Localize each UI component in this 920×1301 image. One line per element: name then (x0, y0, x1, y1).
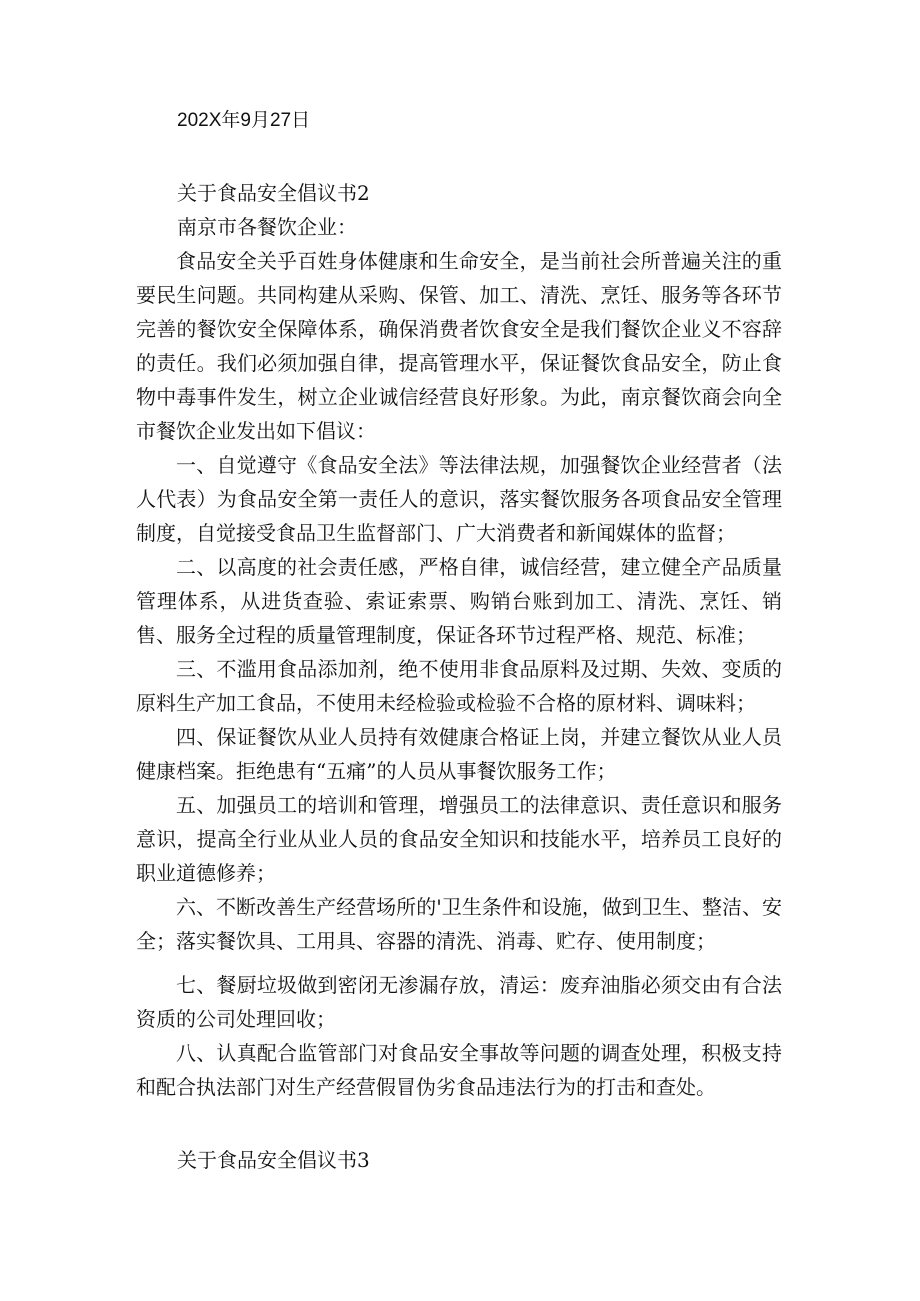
document-date: 202X年9月27日 (177, 110, 311, 131)
proposal-item-7: 七、餐厨垃圾做到密闭无渗漏存放，清运：废弃油脂必须交由有合法资质的公司处理回收； (136, 973, 782, 1031)
proposal-item-2: 二、以高度的社会责任感，严格自律，诚信经营，建立健全产品质量管理体系，从进货查验、索证索票、购销台账到加工、清洗、烹饪、销售、服务全过程的质量管理制度，保证各环节过程严格、规范、标准； (136, 555, 782, 647)
proposal-item-1: 一、自觉遵守《食品安全法》等法律法规，加强餐饮企业经营者（法人代表）为食品安全第一责任人的意识，落实餐饮服务各项食品安全管理制度，自觉接受食品卫生监督部门、广大消费者和新闻媒体的监督； (136, 453, 782, 545)
intro-paragraph: 食品安全关乎百姓身体健康和生命安全，是当前社会所普遍关注的重要民生问题。共同构建从采购、保管、加工、清洗、烹饪、服务等各环节完善的餐饮安全保障体系，确保消费者饮食安全是我们餐饮企业义不容辞的责任。我们必须加强自律，提高管理水平，保证餐饮食品安全，防止食物中毒事件发生，树立企业诚信经营良好形象。为此，南京餐饮商会向全市餐饮企业发出如下倡议： (136, 249, 782, 443)
section-3-title: 关于食品安全倡议书3 (177, 1148, 370, 1172)
salutation: 南京市各餐饮企业： (177, 215, 357, 239)
proposal-item-5: 五、加强员工的培训和管理，增强员工的法律意识、责任意识和服务意识，提高全行业从业人员的食品安全知识和技能水平，培养员工良好的职业道德修养； (136, 793, 782, 885)
proposal-item-6: 六、不断改善生产经营场所的'卫生条件和设施，做到卫生、整洁、安全；落实餐饮具、工用具、容器的清洗、消毒、贮存、使用制度； (136, 895, 782, 953)
proposal-item-8: 八、认真配合监管部门对食品安全事故等问题的调查处理，积极支持和配合执法部门对生产经营假冒伪劣食品违法行为的打击和查处。 (136, 1041, 782, 1099)
section-2-title: 关于食品安全倡议书2 (177, 181, 370, 205)
proposal-item-3: 三、不滥用食品添加剂，绝不使用非食品原料及过期、失效、变质的原料生产加工食品，不使用未经检验或检验不合格的原材料、调味料； (136, 657, 782, 715)
proposal-item-4: 四、保证餐饮从业人员持有效健康合格证上岗，并建立餐饮从业人员健康档案。拒绝患有“五痛”的人员从事餐饮服务工作； (136, 725, 782, 783)
